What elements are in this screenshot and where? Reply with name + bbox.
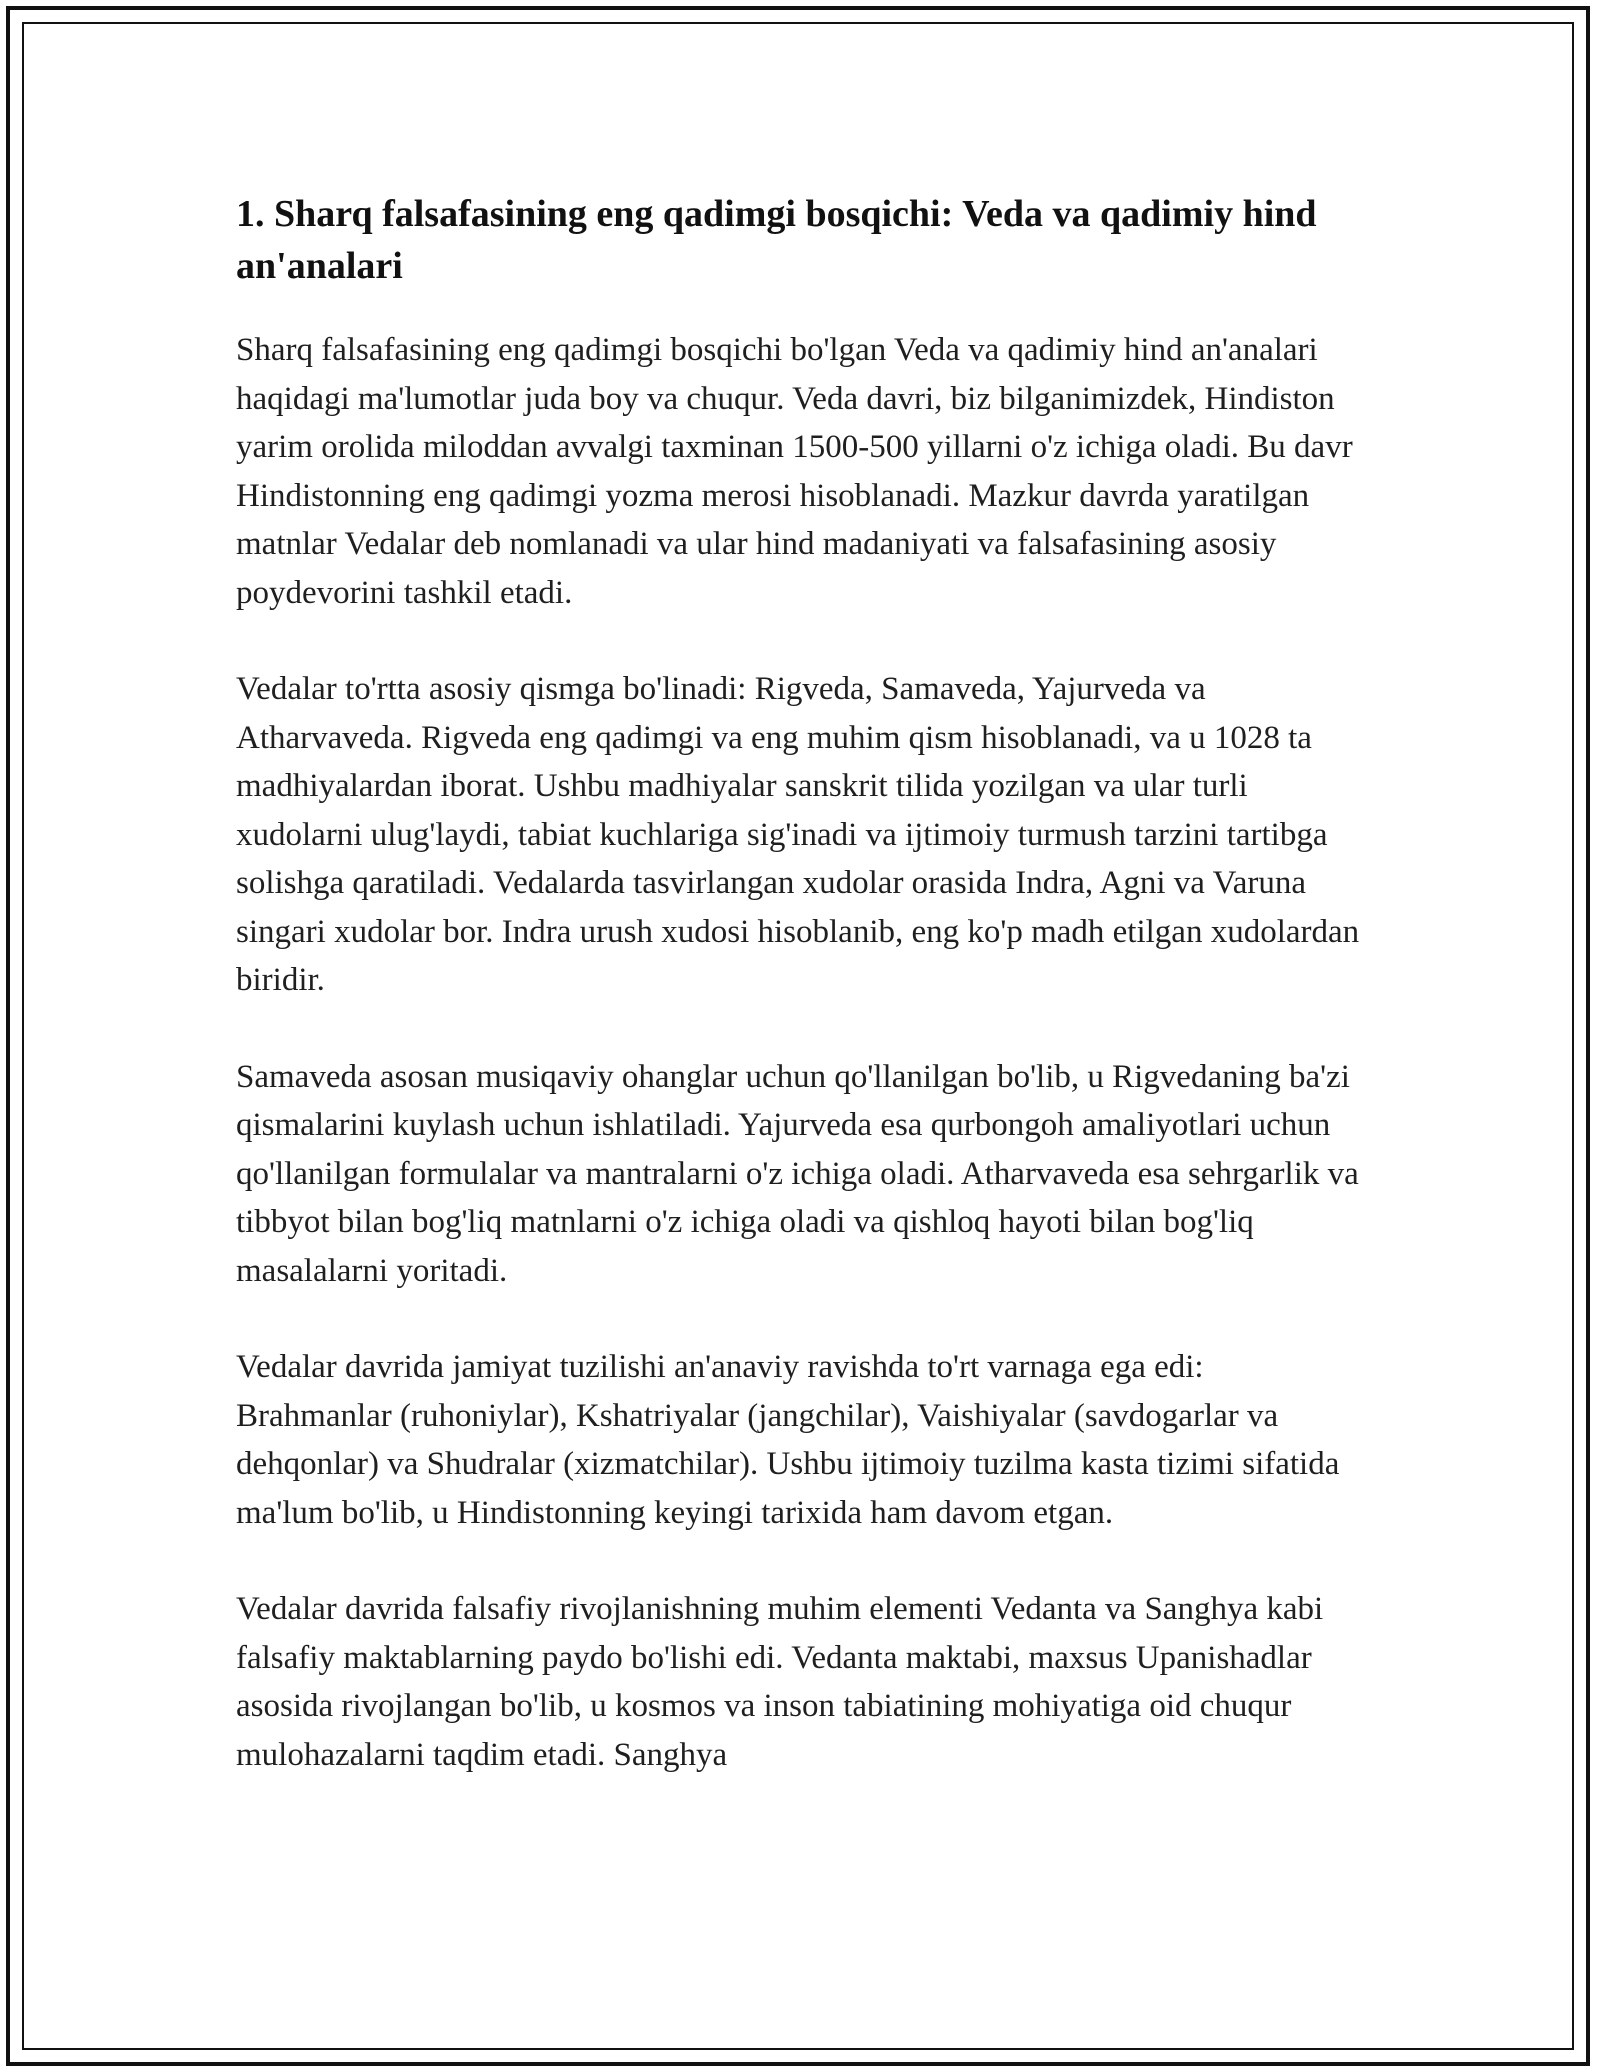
paragraph-4: Vedalar davrida jamiyat tuzilishi an'anaviy ravishda to'rt varnaga ega edi: Brahmanlar (ruhoniylar), Kshatriyalar (jangchilar), Vaishiyalar (savdogarlar va dehqonlar) va Shudralar (xizmatchilar). Ushbu ijtimoiy tuzilma kasta tizimi sifatida ma'lum bo'lib, u Hindistonning keyingi tarixida ham davom etgan.: [236, 1349, 1340, 1531]
section-heading: 1. Sharq falsafasining eng qadimgi bosqichi: Veda va qadimiy hind an'analari: [236, 193, 1317, 287]
paragraph-2: Vedalar to'rtta asosiy qismga bo'linadi: Rigveda, Samaveda, Yajurveda va Atharvaveda. Rigveda eng qadimgi va eng muhim qism hisoblanadi, va u 1028 ta madhiyalardan iborat. Ushbu madhiyalar sanskrit tilida yozilgan va ular turli xudolarni ulug'laydi, tabiat kuchlariga sig'inadi va ijtimoiy turmush tarzini tartibga solishga qaratiladi. Vedalarda tasvirlangan xudolar orasida Indra, Agni va Varuna singari xudolar bor. Indra urush xudosi hisoblanib, eng ko'p madh etilgan xudolardan biridir.: [236, 671, 1360, 998]
paragraph-3: Samaveda asosan musiqaviy ohanglar uchun qo'llanilgan bo'lib, u Rigvedaning ba'zi qismalarini kuylash uchun ishlatiladi. Yajurveda esa qurbongoh amaliyotlari uchun qo'llanilgan formulalar va mantralarni o'z ichiga oladi. Atharvaveda esa sehrgarlik va tibbyot bilan bog'liq matnlarni o'z ichiga oladi va qishloq hayoti bilan bog'liq masalalarni yoritadi.: [236, 1058, 1359, 1289]
paragraph-1: Sharq falsafasining eng qadimgi bosqichi bo'lgan Veda va qadimiy hind an'analari haqidagi ma'lumotlar juda boy va chuqur. Veda davri, biz bilganimizdek, Hindiston yarim orolida miloddan avvalgi taxminan 1500-500 yillarni o'z ichiga oladi. Bu davr Hindistonning eng qadimgi yozma merosi hisoblanadi. Mazkur davrda yaratilgan matnlar Vedalar deb nomlanadi va ular hind madaniyati va falsafasining asosiy poydevorini tashkil etadi.: [236, 332, 1353, 611]
paragraph-5: Vedalar davrida falsafiy rivojlanishning muhim elementi Vedanta va Sanghya kabi falsafiy maktablarning paydo bo'lishi edi. Vedanta maktabi, maxsus Upanishadlar asosida rivojlangan bo'lib, u kosmos va inson tabiatining mohiyatiga oid chuqur mulohazalarni taqdim etadi. Sanghya: [236, 1591, 1324, 1773]
document-body: [236, 188, 1366, 1827]
